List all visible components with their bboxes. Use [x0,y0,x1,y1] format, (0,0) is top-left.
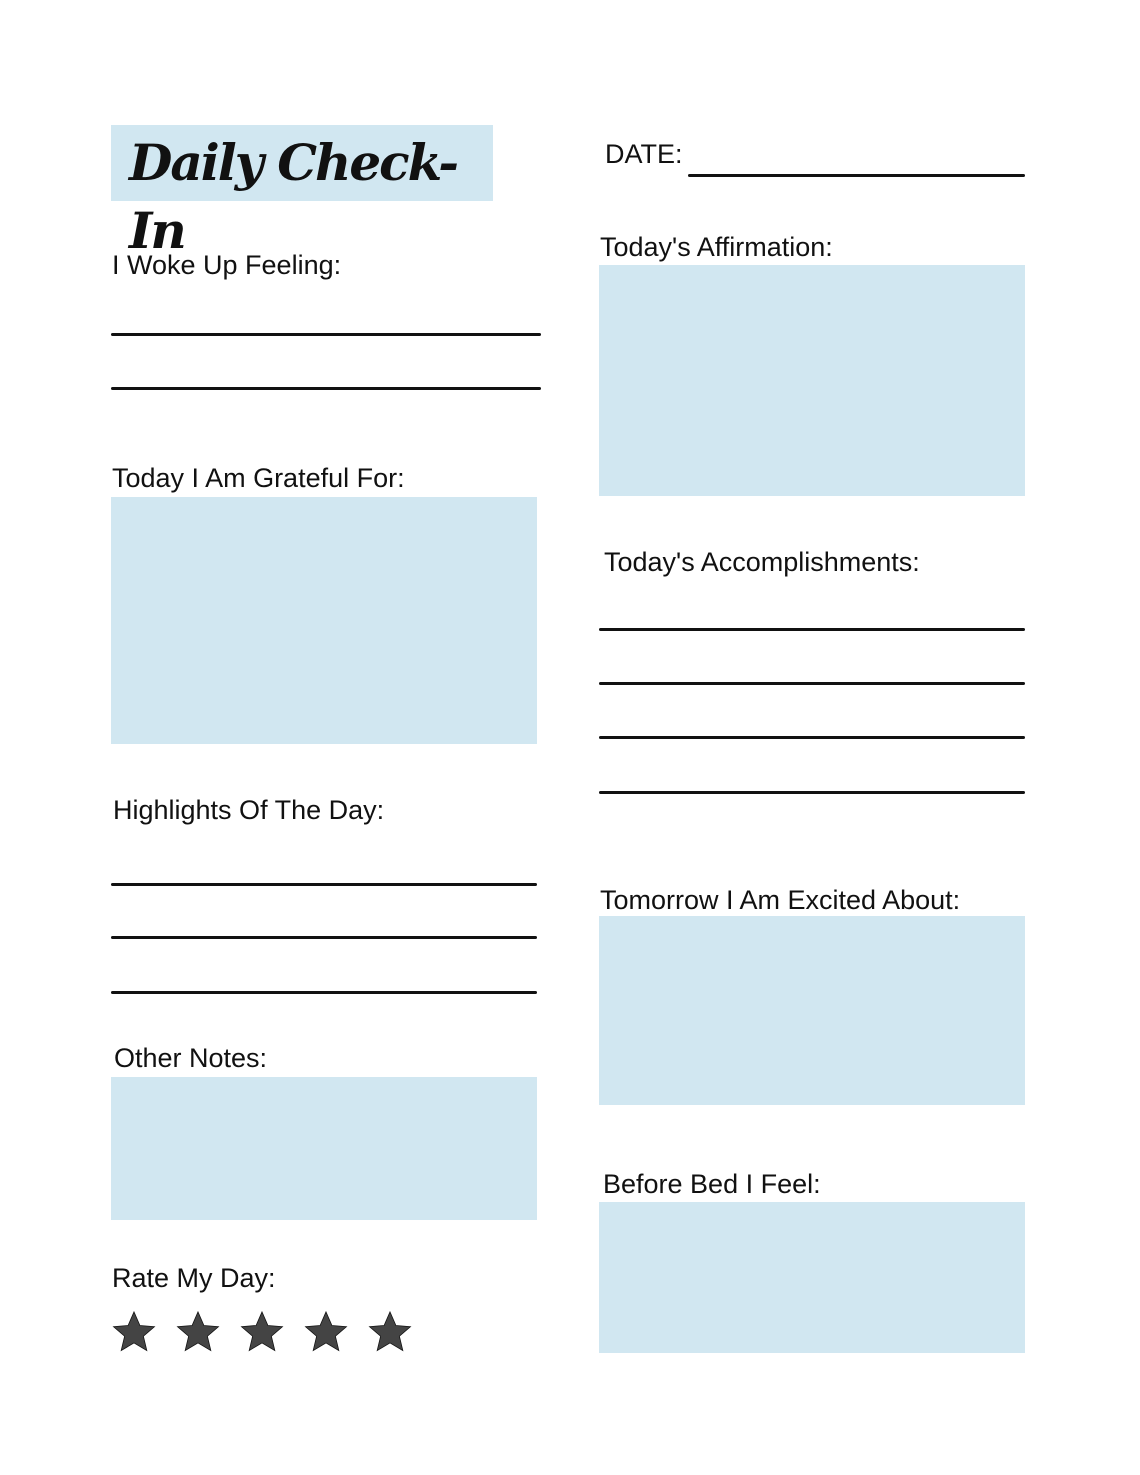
before-bed-label: Before Bed I Feel: [603,1169,821,1199]
rate-label: Rate My Day: [112,1263,276,1293]
accomplishments-line-3[interactable] [599,736,1025,739]
grateful-box[interactable] [111,497,537,744]
highlights-line-2[interactable] [111,936,537,939]
accomplishments-label: Today's Accomplishments: [604,547,920,577]
affirmation-box[interactable] [599,265,1025,496]
accomplishments-line-1[interactable] [599,628,1025,631]
page-title: Daily Check-In [129,133,457,260]
star-icon[interactable] [303,1309,349,1355]
woke-up-label: I Woke Up Feeling: [112,250,342,280]
grateful-label: Today I Am Grateful For: [112,463,405,493]
highlights-line-3[interactable] [111,991,537,994]
star-icon[interactable] [175,1309,221,1355]
title-banner [111,125,493,260]
before-bed-box[interactable] [599,1202,1025,1353]
star-icon[interactable] [239,1309,285,1355]
date-label: DATE: [605,139,683,169]
star-icon[interactable] [367,1309,413,1355]
highlights-label: Highlights Of The Day: [113,795,385,825]
tomorrow-box[interactable] [599,916,1025,1105]
affirmation-label: Today's Affirmation: [600,232,833,262]
accomplishments-line-2[interactable] [599,682,1025,685]
woke-up-line-2[interactable] [111,387,541,390]
accomplishments-line-4[interactable] [599,791,1025,794]
star-icon[interactable] [111,1309,157,1355]
highlights-line-1[interactable] [111,883,537,886]
woke-up-line-1[interactable] [111,333,541,336]
notes-label: Other Notes: [114,1043,268,1073]
date-field[interactable] [688,174,1025,177]
notes-box[interactable] [111,1077,537,1220]
tomorrow-label: Tomorrow I Am Excited About: [600,885,961,915]
